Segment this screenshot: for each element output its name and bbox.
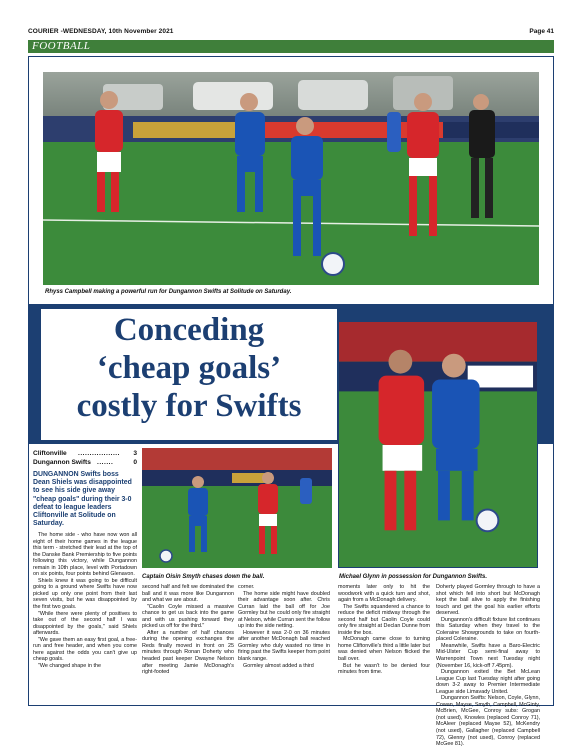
away-dots: ....... xyxy=(97,459,114,466)
article-column-3 xyxy=(238,584,330,669)
headline-line-3: costly for Swifts xyxy=(76,388,302,424)
main-photo-caption: Rhyss Campbell making a powerful run for Dungannon Swifts at Solitude on Saturday. xyxy=(45,289,292,295)
home-goals: 3 xyxy=(133,450,137,457)
paragraph: The home side might have doubled their advantage soon after. Chris Curran laid the ball off for Joe Gormley but he could only fire straight at Nelson, while Curran sent the follow up into the side netting. xyxy=(238,590,330,630)
home-team: Cliftonville xyxy=(33,450,67,457)
paragraph: Doherty played Gormley through to have a shot which fell into short but McDonagh kept the ball alive to apply the finishing touch and get the goal his earlier efforts deserved. xyxy=(436,584,540,617)
paragraph: McDonagh came close to turning home Cliftonville's third a little later but was denied when Nelson flicked the ball over. xyxy=(338,636,430,663)
paragraph: "While there were plenty of positives to take out of the second half I was disappointed by the goals," said Shiels afterwards. xyxy=(33,610,137,637)
paragraph: The home side - who have now won all eight of their home games in the league this term - stretched their lead at the top of the Danske Bank Premiership to five points following this victory, while Dungannon remain in 10th place, level with Portadown on six points, four points behind Glenavon. xyxy=(33,532,137,578)
article-column-2 xyxy=(142,584,234,676)
paragraph: second half and felt we dominated the ball and it was more like Dungannon and what we are about. xyxy=(142,584,234,604)
paragraph: Gormley almost added a third xyxy=(243,662,314,669)
paragraph: However it was 2-0 on 36 minutes after another McDonagh ball reached Gormley who duly wasted no time in firing past the Swifts keeper from point blank range. xyxy=(238,629,330,663)
paragraph: corner. xyxy=(238,584,255,590)
article-intro: DUNGANNON Swifts boss Dean Shiels was disappointed to see his side give away "cheap goals" during their 3-0 defeat to league leaders Cliftonville at Solitude on Saturday. xyxy=(33,471,132,528)
away-team: Dungannon Swifts xyxy=(33,459,91,466)
masthead-publication: COURIER -WEDNESDAY, 10th November 2021 xyxy=(28,28,174,35)
right-photo-image xyxy=(339,322,537,567)
article-column-5 xyxy=(436,584,540,748)
away-goals: 0 xyxy=(133,459,137,466)
page-number: Page 41 xyxy=(529,28,554,35)
paragraph: Dungannon exited the Bet McLean League Cup last Tuesday night after going down 3-2 away to Premier Intermediate League side Limavady United. xyxy=(436,669,540,695)
paragraph: Dungannon's difficult fixture list continues this Saturday when they travel to the Coleraine Showgrounds to take on fourth-placed Coleraine. xyxy=(436,616,540,643)
headline-line-2: ‘cheap goals’ xyxy=(96,350,282,386)
right-photo xyxy=(338,321,538,568)
mid-photo xyxy=(142,448,332,568)
main-photo xyxy=(43,72,539,285)
paragraph: But he wasn't to be denied four minutes from time. xyxy=(338,662,430,676)
scoreline xyxy=(33,450,137,468)
right-photo-caption: Michael Glynn in possession for Dungannon Swifts. xyxy=(339,574,488,580)
masthead xyxy=(28,26,554,38)
headline xyxy=(41,311,337,425)
mid-photo-caption: Captain Oisin Smyth chases down the ball. xyxy=(142,574,265,580)
paragraph: "Caolin Coyle missed a massive chance to get us back into the game and with us pushing forward they picked us off for the third." xyxy=(142,603,234,630)
paragraph: The Swifts squandered a chance to reduce the deficit midway through the second half but Caolin Coyle could only fire straight at Declan Dunne from inside the box. xyxy=(338,603,430,636)
mid-photo-image xyxy=(142,448,332,568)
section-bar xyxy=(28,40,554,53)
main-photo-image xyxy=(43,72,539,285)
paragraph: "We changed shape in the xyxy=(38,662,101,669)
paragraph: Meanwhile, Swifts have a Baro-Electric Mid-Ulster Cup semi-final away to Warrenpoint Town next Tuesday night (November 16, kick-off 7.45pm). xyxy=(436,642,540,669)
team-lineup: Dungannon Swifts: Nelson, Coyle, Glynn, Cowan, Mayse, Smyth, Campbell, McGinty, McBrien, McGee, Conroy subs: Grogan (not used), Knowles (replaced Conroy 71), McAleer (replaced Mayse 52), McKendry (not used), Gallagher (replaced Campbell 72), Glenny (not used), Conroy (replaced McGee 81). xyxy=(436,695,540,748)
score-row-away xyxy=(33,459,137,468)
paragraph: moments later only to hit the woodwork with a quick turn and shot, again from a McDonagh delivery. xyxy=(338,584,430,604)
section-label: FOOTBALL xyxy=(32,40,91,52)
paragraph: Shiels knew it was going to be difficult going to a ground where Swifts have now picked up only one point from their last seven visits, but he was disappointed by the first two goals. xyxy=(33,577,137,611)
score-row-home xyxy=(33,450,137,459)
paragraph: "We gave them an easy first goal, a free-run and free header, and when you come here against the odds you can't give up cheap goals. xyxy=(33,636,137,663)
headline-line-1: Conceding xyxy=(113,312,265,348)
paragraph: After a number of half chances during the opening exchanges the Reds finally moved in front on 25 minutes through Ronan Doherty who headed past keeper Dwayne Nelson after meeting Jamie McDonagh's right-footed xyxy=(142,629,234,676)
article-column-4 xyxy=(338,584,430,676)
home-dots: .................. xyxy=(78,450,120,457)
article-column-1 xyxy=(33,532,137,669)
